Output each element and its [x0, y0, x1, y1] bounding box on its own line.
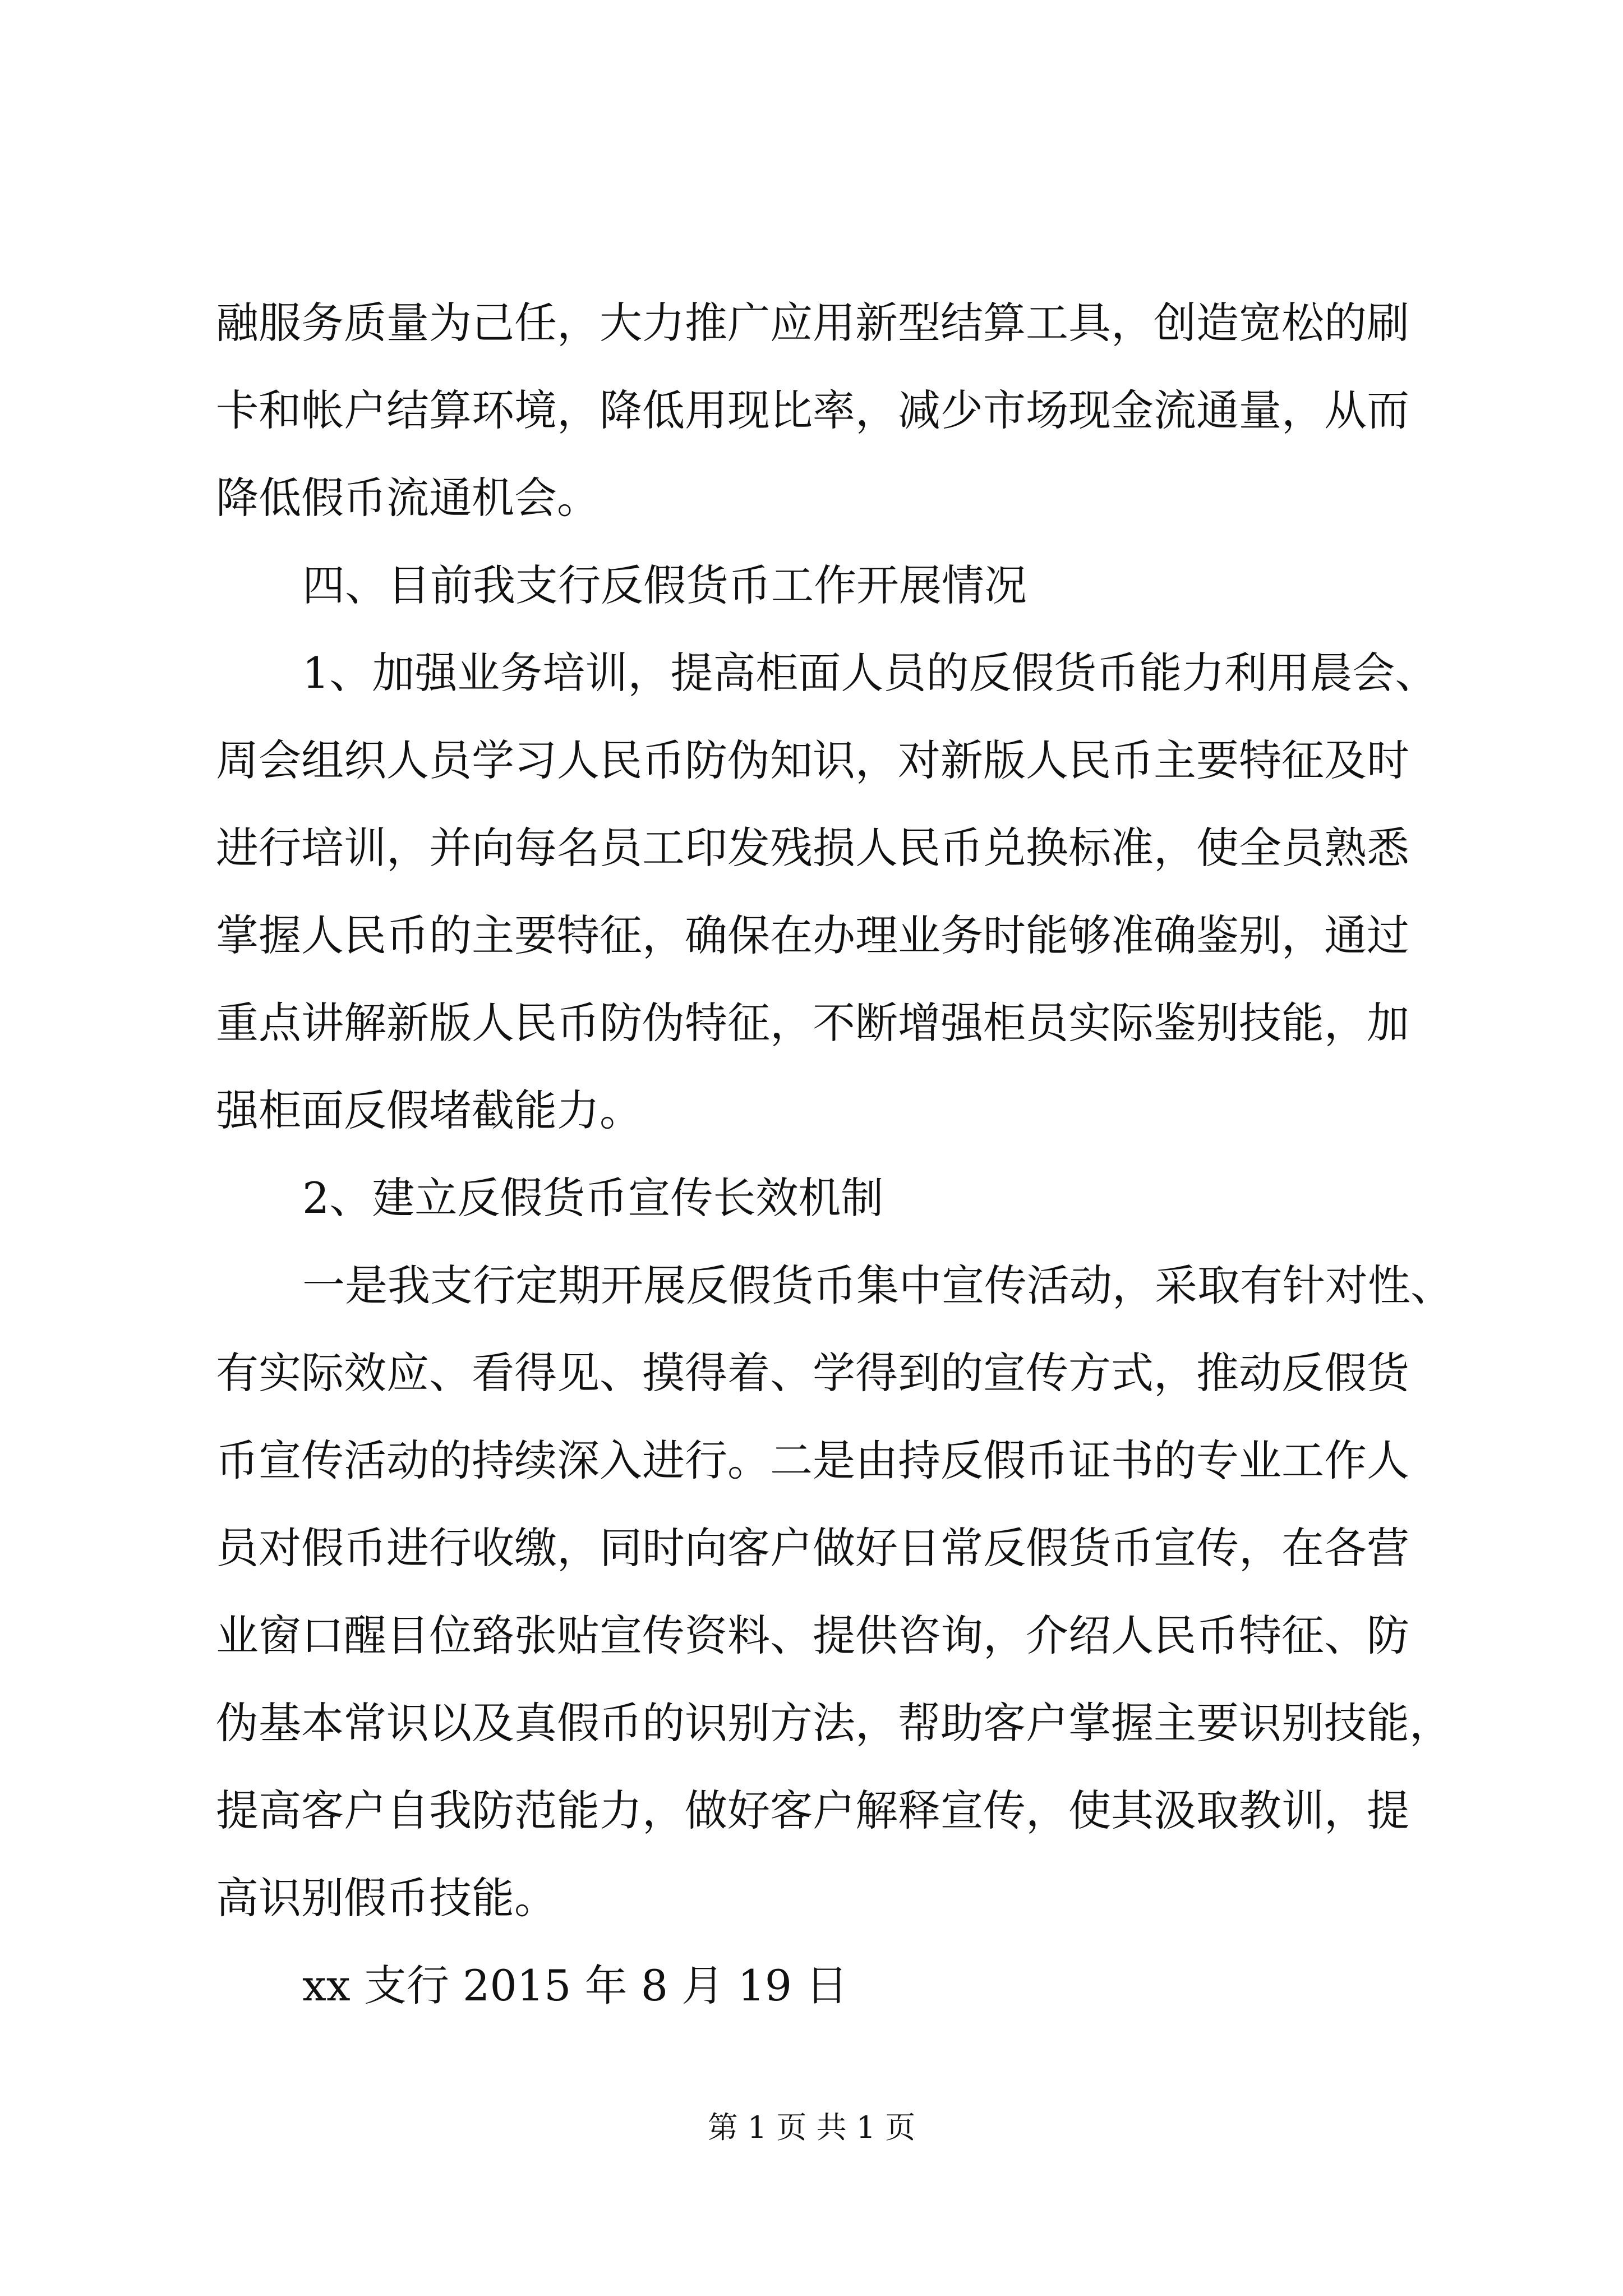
subsection-heading: 2、建立反假货币宣传长效机制: [302, 1173, 884, 1223]
text-line: 提高客户自我防范能力，做好客户解释宣传，使其汲取教训，提: [216, 1786, 1409, 1835]
text-line: 降低假币流通机会。: [216, 473, 600, 523]
text-line: 融服务质量为己任，大力推广应用新型结算工具，创造宽松的刷: [216, 298, 1409, 348]
text-line: 业窗口醒目位臵张贴宣传资料、提供咨询，介绍人民币特征、防: [216, 1611, 1409, 1660]
document-body: [216, 279, 1453, 2030]
text-line: 伪基本常识以及真假币的识别方法，帮助客户掌握主要识别技能，: [216, 1698, 1452, 1748]
page-footer: 第 1 页 共 1 页: [707, 2110, 916, 2145]
text-line: 高识别假币技能。: [216, 1873, 557, 1923]
text-line: 币宣传活动的持续深入进行。二是由持反假币证书的专业工作人: [216, 1435, 1409, 1485]
text-line: 强柜面反假堵截能力。: [216, 1085, 642, 1135]
text-line: 掌握人民币的主要特征，确保在办理业务时能够准确鉴别，通过: [216, 910, 1409, 960]
signature-date: xx 支行 2015 年 8 月 19 日: [302, 1961, 849, 2010]
text-line: 周会组织人员学习人民币防伪知识，对新版人民币主要特征及时: [216, 735, 1409, 785]
section-heading: 四、目前我支行反假货币工作开展情况: [302, 560, 1027, 610]
text-line: 1、加强业务培训，提高柜面人员的反假货币能力利用晨会、: [302, 648, 1438, 698]
text-line: 有实际效应、看得见、摸得着、学得到的宣传方式，推动反假货: [216, 1348, 1409, 1398]
text-line: 卡和帐户结算环境，降低用现比率，减少市场现金流通量，从而: [216, 385, 1409, 435]
text-line: 进行培训，并向每名员工印发残损人民币兑换标准，使全员熟悉: [216, 823, 1409, 873]
text-line: 一是我支行定期开展反假货币集中宣传活动，采取有针对性、: [302, 1260, 1453, 1310]
text-line: 员对假币进行收缴，同时向客户做好日常反假货币宣传，在各营: [216, 1523, 1409, 1573]
text-line: 重点讲解新版人民币防伪特征，不断增强柜员实际鉴别技能，加: [216, 998, 1409, 1048]
